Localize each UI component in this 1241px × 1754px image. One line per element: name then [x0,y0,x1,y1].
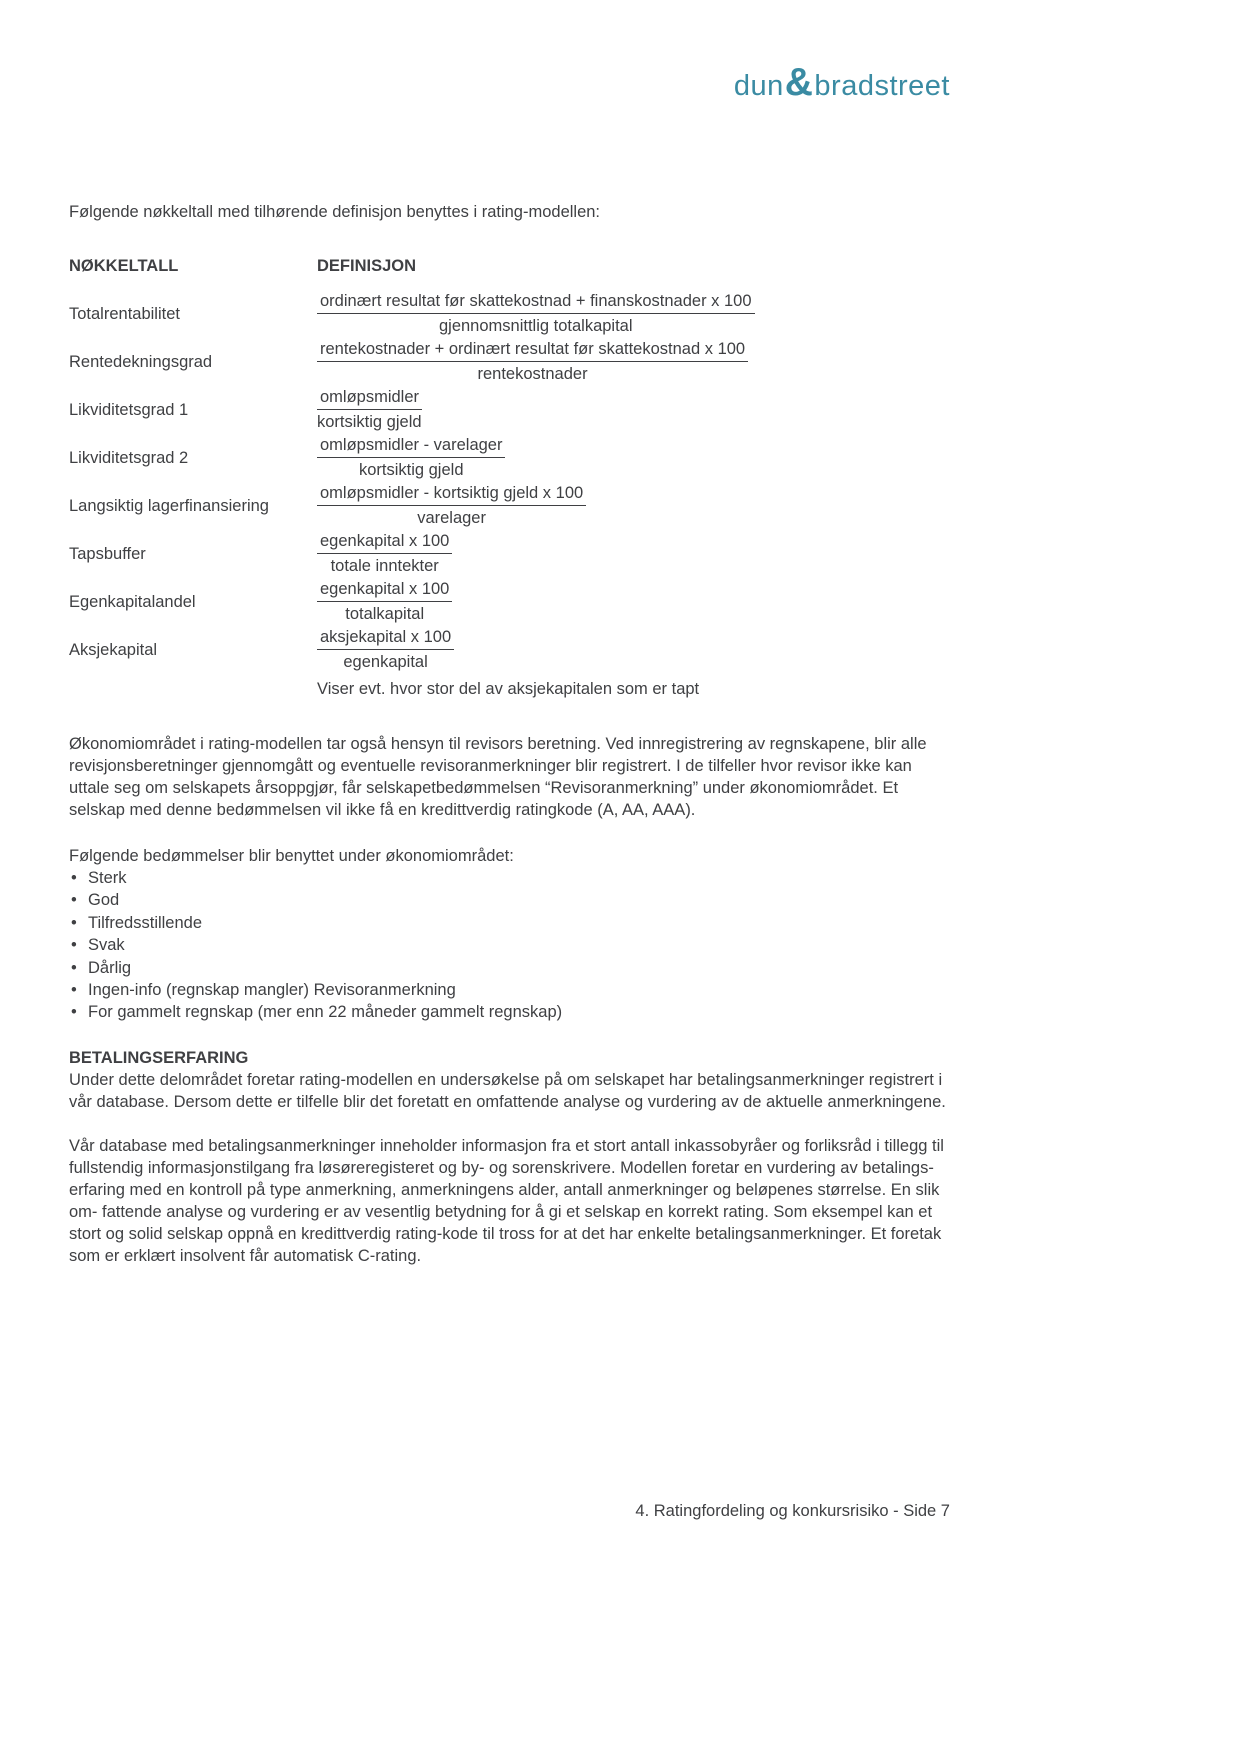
ratio-term: Totalrentabilitet [69,304,180,323]
fraction-denominator: kortsiktig gjeld [317,413,422,431]
logo-word-bradstreet: bradstreet [814,70,950,102]
bullet-item: • Dårlig [69,957,950,979]
page-footer: 4. Ratingfordeling og konkursrisiko - Side 7 [635,1502,950,1520]
fraction [317,483,586,528]
section-heading-betalingserfaring: BETALINGSERFARING [69,1048,249,1067]
fraction-denominator: varelager [417,509,486,527]
table-header-row [69,255,950,277]
table-row-likviditetsgrad-2 [69,435,950,480]
table-row-langsiktig-lagerfinansiering [69,483,950,528]
fraction [317,579,452,624]
fraction [317,435,505,480]
table-row-tapsbuffer [69,531,950,576]
fraction [317,291,755,336]
bullets-intro: Følgende bedømmelser blir benyttet under økonomiområdet: [69,847,514,865]
fraction-denominator: totale inntekter [330,557,439,575]
fraction-numerator: omløpsmidler [317,387,422,410]
fraction-denominator: gjennomsnittlig totalkapital [438,317,633,335]
bullet-item: • Ingen-info (regnskap mangler) Revisoranmerkning [69,979,950,1001]
fraction [317,387,422,432]
logo-word-dun: dun [733,70,784,102]
table-row-likviditetsgrad-1 [69,387,950,432]
logo-ampersand-icon: & [784,61,814,104]
fraction [317,531,452,576]
bullet-item: • Tilfredsstillende [69,912,950,934]
fraction-numerator: omløpsmidler - kortsiktig gjeld x 100 [317,483,586,506]
bullet-item: • For gammelt regnskap (mer enn 22 måneder gammelt regnskap) [69,1001,950,1023]
ratio-term: Likviditetsgrad 2 [69,448,189,467]
bullet-item: • Sterk [69,867,950,889]
betalingserfaring-paragraph-2: Vår database med betalingsanmerkninger inneholder informasjon fra et stort antall inkassobyråer og forliksråd i tillegg til fullstendig informasjonstilgang fra løsøreregisteret og by- og sorenskrivere. Modellen foretar en vurdering av betalings- erfaring med en kontroll på type anmerkning, anmerkningens alder, antall anmerkninger og beløpenes størrelse. En slik om- fattende analyse og vurdering er av vesentlig betydning for å gi et selskap en korrekt rating. Som eksempel kan et stort og solid selskap oppnå en kredittverdig rating-kode til tross for at det har enkelte betalingsanmerkninger. Et foretak som er erklært insolvent får automatisk C-rating. [69,1136,944,1265]
fraction-numerator: omløpsmidler - varelager [317,435,505,458]
ratio-term: Langsiktig lagerfinansiering [69,496,269,515]
bullet-item: • God [69,889,950,911]
fraction-numerator: rentekostnader + ordinært resultat før skattekostnad x 100 [317,339,748,362]
column-header-definisjon: DEFINISJON [317,257,417,275]
table-row-rentedekningsgrad [69,339,950,384]
ratio-term: Egenkapitalandel [69,592,196,611]
economy-paragraph: Økonomiområdet i rating-modellen tar også hensyn til revisors beretning. Ved innregistrering av regnskapene, blir alle revisjonsberetninger gjennomgått og eventuelle revisoranmerkninger blir registrert. I de tilfeller hvor revisor ikke kan uttale seg om selskapets årsoppgjør, får selskapetbedømmelsen “Revisoranmerkning” under økonomiområdet. Et selskap med denne bedømmelsen vil ikke få en kredittverdig ratingkode (A, AA, AAA). [69,735,927,819]
ratio-term: Tapsbuffer [69,544,146,563]
table-row-totalrentabilitet [69,291,950,336]
fraction [317,627,454,672]
fraction [317,339,748,384]
fraction-numerator: egenkapital x 100 [317,579,452,602]
assessment-bullet-list [69,867,950,1024]
fraction-numerator: ordinært resultat før skattekostnad + finanskostnader x 100 [317,291,755,314]
ratio-term: Rentedekningsgrad [69,352,213,371]
fraction-denominator: totalkapital [345,605,425,623]
table-row-aksjekapital [69,627,950,672]
column-header-nokkeltall: NØKKELTALL [69,257,179,275]
fraction-denominator: egenkapital [343,653,428,671]
fraction-numerator: aksjekapital x 100 [317,627,454,650]
intro-text: Følgende nøkkeltall med tilhørende definisjon benyttes i rating-modellen: [69,203,601,221]
table-note: Viser evt. hvor stor del av aksjekapitalen som er tapt [317,680,700,698]
document-content [69,0,950,1267]
fraction-denominator: kortsiktig gjeld [358,461,464,479]
fraction-denominator: rentekostnader [477,365,588,383]
fraction-numerator: egenkapital x 100 [317,531,452,554]
key-figures-table [69,255,950,700]
ratio-term: Likviditetsgrad 1 [69,400,189,419]
bullet-item: • Svak [69,934,950,956]
ratio-term: Aksjekapital [69,640,158,659]
table-row-egenkapitalandel [69,579,950,624]
betalingserfaring-paragraph-1: Under dette delområdet foretar rating-modellen en undersøkelse på om selskapet har betalingsanmerkninger registrert i vår database. Dersom dette er tilfelle blir det foretatt en omfattende analyse og vurdering av de aktuelle anmerkningene. [69,1070,946,1111]
